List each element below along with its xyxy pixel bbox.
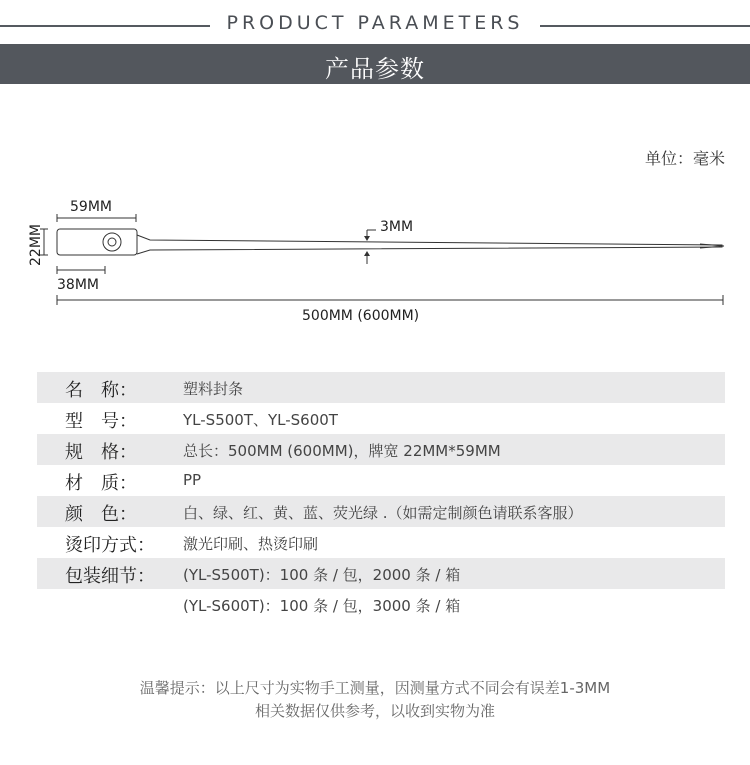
param-label: 规 格： bbox=[65, 442, 137, 463]
header-divider-left bbox=[0, 25, 210, 27]
product-diagram bbox=[0, 190, 750, 340]
param-value: (YL-S600T)：100 条 / 包，3000 条 / 箱 bbox=[183, 597, 461, 615]
title-banner bbox=[0, 44, 750, 84]
param-value: 白、绿、红、黄、蓝、荧光绿 .（如需定制颜色请联系客服） bbox=[183, 504, 583, 522]
param-row-packing bbox=[37, 558, 725, 589]
param-label: 烫印方式： bbox=[65, 535, 155, 556]
dim-total-label: 500MM (600MM) bbox=[302, 308, 420, 324]
seal-lock-core bbox=[108, 238, 116, 246]
header-en bbox=[0, 10, 750, 40]
tip-note-line2: 相关数据仅供参考，以收到实物为准 bbox=[254, 702, 495, 720]
param-row-model bbox=[37, 403, 725, 434]
param-label: 型 号： bbox=[65, 411, 137, 432]
header-divider-right bbox=[540, 25, 750, 27]
header-title-en: PRODUCT PARAMETERS bbox=[226, 12, 524, 34]
param-row-color bbox=[37, 496, 725, 527]
param-value: PP bbox=[183, 471, 202, 489]
param-label: 包装细节： bbox=[65, 566, 155, 587]
dim-22-label: 22MM bbox=[28, 224, 44, 266]
param-label: 颜 色： bbox=[65, 504, 137, 525]
seal-tag-head bbox=[57, 229, 137, 255]
seal-strap bbox=[137, 235, 722, 254]
param-row-printing bbox=[37, 527, 725, 558]
param-value: 总长：500MM (600MM)，牌宽 22MM*59MM bbox=[183, 442, 501, 460]
tip-note-line1: 温馨提示：以上尺寸为实物手工测量，因测量方式不同会有误差1-3MM bbox=[139, 679, 611, 697]
page-title: 产品参数 bbox=[325, 55, 425, 83]
dim-59-label: 59MM bbox=[70, 199, 112, 215]
param-value: 塑料封条 bbox=[183, 380, 244, 398]
param-row-packing-2 bbox=[37, 589, 725, 620]
param-value: 激光印刷、热烫印刷 bbox=[183, 535, 319, 553]
param-label: 材 质： bbox=[65, 473, 137, 494]
unit-label: 单位：毫米 bbox=[644, 149, 725, 168]
dim-38-label: 38MM bbox=[57, 277, 99, 293]
param-label: 名 称： bbox=[65, 380, 137, 401]
param-row-material bbox=[37, 465, 725, 496]
param-value: (YL-S500T)：100 条 / 包，2000 条 / 箱 bbox=[183, 566, 461, 584]
param-value: YL-S500T、YL-S600T bbox=[183, 411, 338, 429]
param-row-spec bbox=[37, 434, 725, 465]
parameter-table bbox=[37, 372, 725, 620]
dim-3-label: 3MM bbox=[380, 219, 414, 235]
param-row-name bbox=[37, 372, 725, 403]
